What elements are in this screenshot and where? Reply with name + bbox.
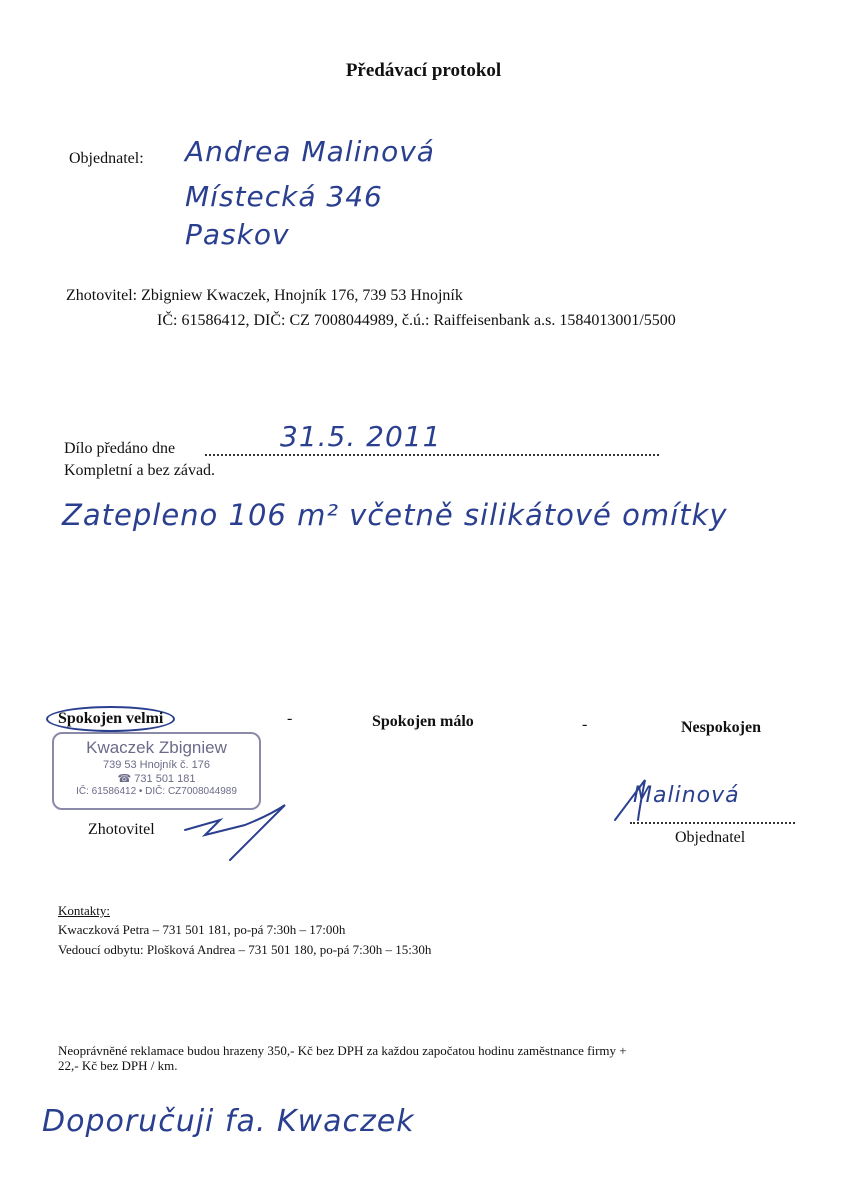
satisfaction-separator: - bbox=[287, 710, 293, 727]
handover-status: Kompletní a bez závad. bbox=[64, 462, 216, 479]
recommendation-note-handwritten: Doporučuji fa. Kwaczek bbox=[42, 1104, 415, 1139]
handover-date-handwritten: 31.5. 2011 bbox=[280, 420, 442, 453]
stamp-name: Kwaczek Zbigniew bbox=[86, 738, 227, 757]
zhotovitel-signature bbox=[175, 790, 295, 865]
zhotovitel-line-2: IČ: 61586412, DIČ: CZ 7008044989, č.ú.: Raiffeisenbank a.s. 1584013001/5500 bbox=[157, 312, 676, 329]
satisfaction-option-not-satisfied: Nespokojen bbox=[681, 719, 762, 736]
objednatel-name-handwritten: Andrea Malinová bbox=[185, 135, 435, 168]
complaint-notice-line-2: 22,- Kč bez DPH / km. bbox=[58, 1058, 178, 1073]
stamp-ids: IČ: 61586412 • DIČ: CZ7008044989 bbox=[76, 786, 237, 797]
stamp-phone: ☎ 731 501 181 bbox=[117, 773, 196, 785]
objednatel-street-handwritten: Místecká 346 bbox=[185, 180, 383, 213]
handover-date-label: Dílo předáno dne bbox=[64, 440, 176, 457]
objednatel-signature: Malinová bbox=[633, 783, 740, 808]
contacts-heading: Kontakty: bbox=[58, 903, 110, 918]
zhotovitel-line-1: Zhotovitel: Zbigniew Kwaczek, Hnojník 176, 739 53 Hnojník bbox=[66, 287, 463, 304]
complaint-notice-line-1: Neoprávněné reklamace budou hrazeny 350,- Kč bez DPH za každou započatou hodinu zaměstnance firmy + bbox=[58, 1043, 627, 1058]
objednatel-signature-dotted-line bbox=[630, 818, 795, 824]
contact-line: Kwaczková Petra – 731 501 181, po-pá 7:30h – 17:00h bbox=[58, 922, 346, 937]
contact-line: Vedoucí odbytu: Plošková Andrea – 731 501 180, po-pá 7:30h – 15:30h bbox=[58, 942, 432, 957]
satisfaction-option-little-satisfied: Spokojen málo bbox=[372, 713, 474, 730]
document-title: Předávací protokol bbox=[345, 60, 502, 81]
stamp-address: 739 53 Hnojník č. 176 bbox=[102, 759, 211, 771]
satisfaction-separator: - bbox=[582, 716, 588, 733]
objednatel-city-handwritten: Paskov bbox=[185, 218, 290, 251]
work-note-handwritten: Zatepleno 106 m² včetně silikátové omítky bbox=[62, 498, 728, 532]
objednatel-signature-label: Objednatel bbox=[675, 829, 746, 846]
satisfaction-option-very-satisfied: Spokojen velmi bbox=[46, 706, 175, 732]
zhotovitel-signature-label: Zhotovitel bbox=[88, 821, 155, 838]
objednatel-label: Objednatel: bbox=[69, 150, 144, 167]
